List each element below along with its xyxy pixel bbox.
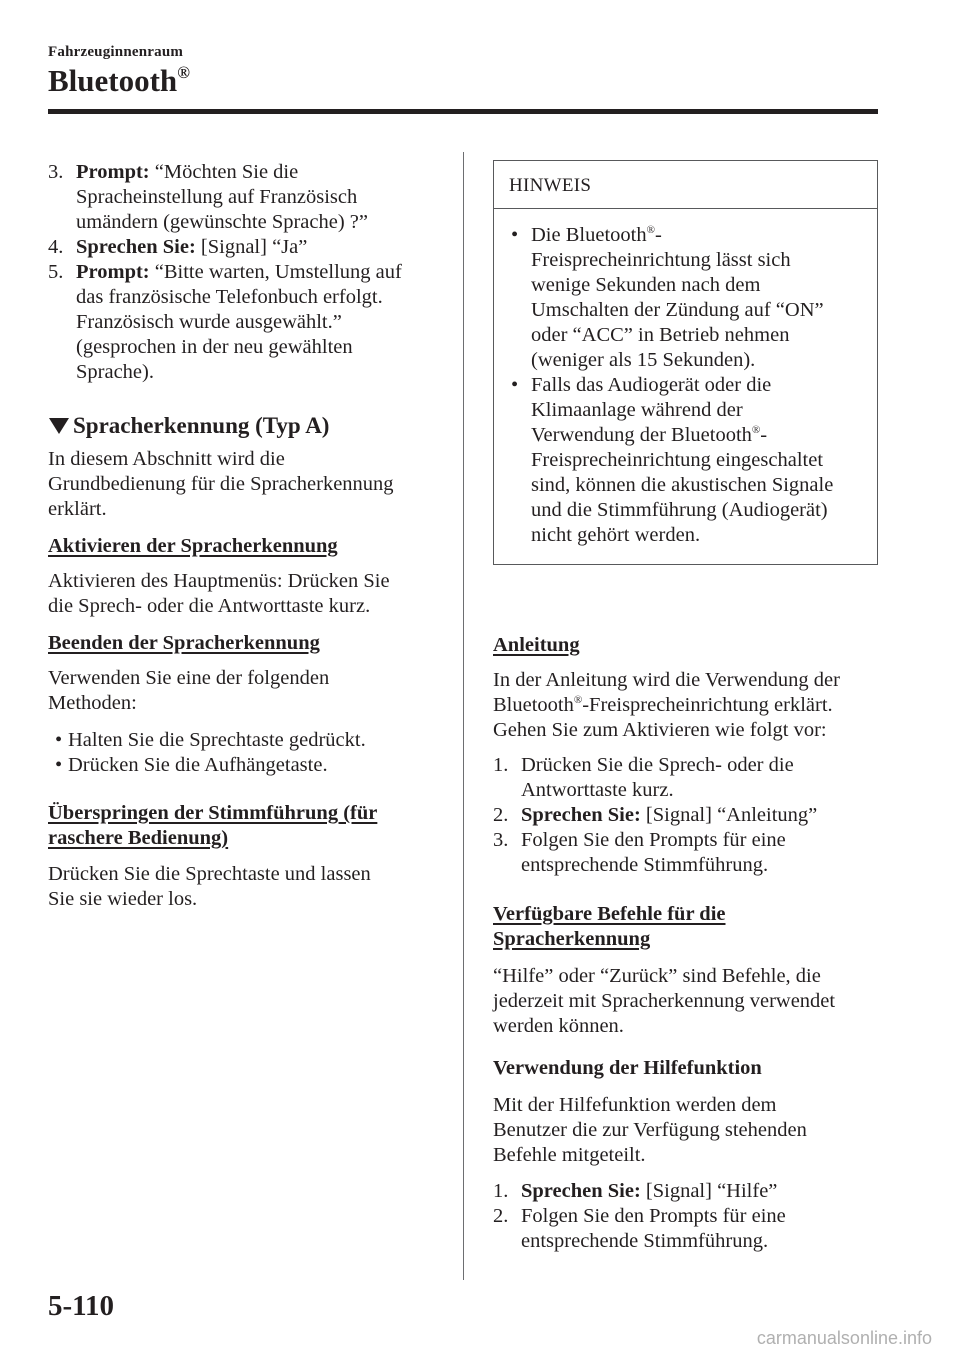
step-item: 2. Folgen Sie den Prompts für eine entsprechende Stimmführung.: [493, 1205, 786, 1252]
intro-paragraph: In diesem Abschnitt wird die Grundbedienung für die Spracherkennung erklärt.: [48, 448, 394, 520]
registered-mark: ®: [177, 63, 190, 82]
commands-heading: Verfügbare Befehle für die Spracherkennung: [493, 903, 726, 950]
note-item: • Die Bluetooth®- Freisprecheinrichtung lässt sich wenige Sekunden nach dem Umschalten der Zündung auf “ON” oder “ACC” in Betrieb nehmen (weniger als 15 Sekunden).: [511, 224, 824, 371]
step-item: 1. Drücken Sie die Sprech- oder die Antworttaste kurz.: [493, 754, 794, 801]
end-bullets: [48, 728, 443, 778]
note-box: [493, 160, 878, 565]
left-column: [48, 160, 443, 912]
activate-text: Aktivieren des Hauptmenüs: Drücken Sie die Sprech- oder die Antworttaste kurz.: [48, 570, 390, 617]
section-heading: Spracherkennung (Typ A): [48, 413, 443, 438]
step-item: 1. Sprechen Sie: [Signal] “Hilfe”: [493, 1180, 778, 1202]
commands-text: “Hilfe” oder “Zurück” sind Befehle, die jederzeit mit Spracherkennung verwendet werden können.: [493, 965, 836, 1037]
page-header: [48, 44, 878, 99]
triangle-down-icon: [49, 418, 69, 434]
guide-heading: Anleitung: [493, 634, 580, 656]
end-text: Verwenden Sie eine der folgenden Methoden:: [48, 667, 330, 714]
help-steps: [493, 1179, 879, 1254]
header-rule: [48, 109, 878, 114]
step-item: 2. Sprechen Sie: [Signal] “Anleitung”: [493, 804, 818, 826]
right-column: [493, 160, 879, 1254]
end-heading: Beenden der Spracherkennung: [48, 632, 320, 654]
note-title: HINWEIS: [494, 161, 877, 209]
note-item: • Falls das Audiogerät oder die Klimaanlage während der Verwendung der Bluetooth®- Freisprecheinrichtung eingeschaltet sind, können die akustischen Signale und die Stimmführung (Audiogerät) nicht gehört werden.: [511, 374, 834, 546]
step-item: 3. Prompt: “Möchten Sie die Spracheinstellung auf Französisch umändern (gewünschte Sprache) ?”: [48, 161, 368, 233]
bullet-item: • Halten Sie die Sprechtaste gedrückt.: [55, 729, 366, 751]
guide-text: In der Anleitung wird die Verwendung der Bluetooth®-Freisprecheinrichtung erklärt. Gehen Sie zum Aktivieren wie folgt vor:: [493, 669, 840, 741]
page-number: 5-110: [48, 1290, 115, 1322]
step-item: 4. Sprechen Sie: [Signal] “Ja”: [48, 236, 308, 258]
guide-steps: [493, 753, 879, 878]
section-label: Fahrzeuginnenraum: [48, 44, 184, 60]
help-text: Mit der Hilfefunktion werden dem Benutzer die zur Verfügung stehenden Befehle mitgeteilt.: [493, 1094, 807, 1166]
bullet-item: • Drücken Sie die Aufhängetaste.: [55, 754, 328, 776]
watermark: carmanualsonline.info: [756, 1328, 932, 1348]
note-body: [494, 209, 877, 564]
skip-heading: Überspringen der Stimmführung (für raschere Bedienung): [48, 802, 378, 849]
step-item: 3. Folgen Sie den Prompts für eine entsprechende Stimmführung.: [493, 829, 786, 876]
step-item: 5. Prompt: “Bitte warten, Umstellung auf das französische Telefonbuch erfolgt. Französisch wurde ausgewählt.” (gesprochen in der neu gewählten Sprache).: [48, 261, 402, 383]
skip-text: Drücken Sie die Sprechtaste und lassen Sie sie wieder los.: [48, 863, 371, 910]
help-heading: Verwendung der Hilfefunktion: [493, 1057, 762, 1079]
chapter-title: Bluetooth®: [48, 63, 190, 98]
activate-heading: Aktivieren der Spracherkennung: [48, 535, 338, 557]
column-divider: [463, 152, 464, 1280]
